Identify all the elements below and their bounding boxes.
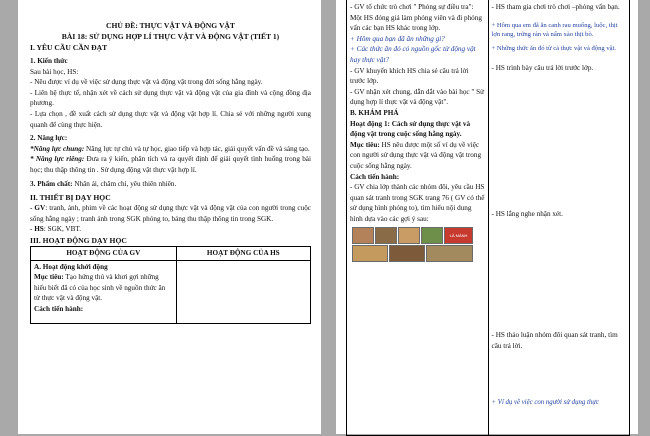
activity-a-goal-text: Tạo hứng thú và khơi gợi những hiểu biết đã có của học sinh về nguồn thức ăn từ thực vật và động vật. bbox=[34, 273, 166, 303]
table-row bbox=[31, 260, 311, 324]
activity-1-goal bbox=[350, 140, 485, 172]
activity-table bbox=[30, 246, 311, 325]
teacher-step-game: - GV tổ chức trò chơi " Phỏng sự điều tra": Một HS đóng giả làm phóng viên và đi phỏng vấn các bạn HS khác trong lớp. bbox=[350, 3, 482, 33]
subheading-knowledge: 1. Kiến thức bbox=[30, 57, 68, 65]
knowledge-intro: Sau bài học, HS: bbox=[30, 67, 79, 76]
illustration-4 bbox=[421, 227, 443, 244]
activity-table-continued bbox=[346, 0, 630, 436]
activity-1-heading: Hoạt động 1: Cách sử dụng thực vật và động vật trong cuộc sống hằng ngày. bbox=[350, 119, 471, 139]
lesson-title: BÀI 18: SỬ DỤNG HỢP LÍ THỰC VẬT VÀ ĐỘNG VẬT (TIẾT 1) bbox=[61, 32, 280, 41]
competence-general bbox=[30, 144, 311, 155]
competence-specific-label: * Năng lực riêng: bbox=[30, 155, 85, 164]
student-step-present: - HS trình bày câu trả lời trước lớp. bbox=[491, 64, 594, 73]
knowledge-item-3: - Lựa chọn , đề xuất cách sử dụng thực vật và động vật hợp lí. Chia sẻ với những người xung quanh để cùng thực hiện. bbox=[30, 109, 311, 129]
illustration-3 bbox=[398, 227, 420, 244]
quality-label: 3. Phẩm chất: bbox=[30, 179, 73, 188]
equipment-student-label: - HS bbox=[30, 225, 44, 234]
competence-specific bbox=[30, 154, 311, 175]
knowledge-item-1: - Nêu được ví dụ về việc sử dụng thực vật và động vật trong đời sống hằng ngày. bbox=[30, 78, 263, 87]
question-1: + Hôm qua bạn đã ăn những gì? bbox=[350, 34, 445, 43]
activity-1-goal-label: Mục tiêu: bbox=[350, 140, 380, 149]
equipment-student bbox=[30, 224, 311, 235]
textbook-illustrations bbox=[350, 226, 485, 262]
student-step-listen: - HS lắng nghe nhận xét. bbox=[491, 210, 563, 218]
student-answer-1: + Hôm qua em đã ăn canh rau muống, luộc, thịt lợn rang, trứng rán và nấm xào thịt bò. bbox=[491, 21, 618, 39]
topic-title: CHỦ ĐỀ: THỰC VẬT VÀ ĐỘNG VẬT bbox=[106, 21, 235, 30]
student-step-game: - HS tham gia chơi trò chơi –phỏng vấn bạn. bbox=[491, 3, 620, 11]
student-cell bbox=[488, 0, 630, 436]
teacher-step-summary: - GV nhận xét chung, dẫn dắt vào bài học " Sử dụng hợp lí thực vật và động vật". bbox=[350, 87, 485, 107]
equipment-student-text: : SGK, VBT. bbox=[43, 225, 82, 234]
document-page-right bbox=[336, 0, 638, 434]
activity-1-goal-text: HS nêu được một số ví dụ về việc con người sử dụng thực vật và động vật trong cuộc sống hằng ngày. bbox=[350, 140, 482, 170]
activity-a-goal bbox=[34, 272, 173, 304]
section-heading-equipment: II. THIẾT BỊ DẠY HỌC bbox=[30, 193, 111, 203]
teacher-cell bbox=[31, 260, 177, 324]
table-header-teacher: HOẠT ĐỘNG CỦA GV bbox=[31, 246, 177, 260]
student-cell bbox=[176, 260, 310, 324]
activity-a-method: Cách tiến hành: bbox=[34, 304, 84, 313]
teacher-cell bbox=[347, 0, 489, 436]
student-example: + Ví dụ về việc con người sử dụng thực bbox=[491, 399, 599, 406]
illustration-7 bbox=[389, 245, 425, 262]
question-2: + Các thức ăn đó có nguồn gốc từ động vật hay thực vật? bbox=[350, 45, 476, 64]
equipment-teacher-text: : tranh, ảnh, phim về các hoạt động sử dụng thực vật và động vật của con người trong cuộc sống hằng ngày ; tranh ảnh trong SGK phóng to, bảng thu thập thông tin trong SGK. bbox=[30, 204, 311, 223]
quality-text: Nhân ái, chăm chỉ, yêu thiên nhiên. bbox=[72, 179, 177, 188]
section-heading-requirements: I. YÊU CẦU CẦN ĐẠT bbox=[30, 43, 108, 52]
table-header-row bbox=[31, 246, 311, 260]
competence-general-text: Năng lực tự chủ và tự học, giao tiếp và hợp tác, giải quyết vấn đề và sáng tạo. bbox=[84, 144, 310, 153]
table-row bbox=[347, 0, 630, 436]
quality-line bbox=[30, 179, 311, 190]
section-heading-activities: III. HOẠT ĐỘNG DẠY HỌC bbox=[30, 235, 127, 245]
subheading-competence: 2. Năng lực: bbox=[30, 134, 68, 143]
illustration-1 bbox=[352, 227, 374, 244]
knowledge-item-2: - Liên hệ thực tế, nhận xét về cách sử dụng thực vật và động vật của gia đình và cộng đồng địa phương. bbox=[30, 88, 311, 108]
student-step-discuss: - HS thảo luận nhóm đôi quan sát tranh, tìm câu trả lời. bbox=[491, 331, 618, 350]
activity-1-method: Cách tiến hành: bbox=[350, 172, 400, 181]
activity-a-goal-label: Mục tiêu: bbox=[34, 273, 64, 282]
section-explore: B. KHÁM PHÁ bbox=[350, 108, 399, 117]
table-header-student: HOẠT ĐỘNG CỦA HS bbox=[176, 246, 310, 260]
activity-a-heading: A. Hoạt động khởi động bbox=[34, 262, 108, 271]
competence-specific-text: Đưa ra ý kiến, phân tích và ra quyết định để giải quyết tình huống trong bài học; thu thập thông tin . Sử dụng động vật thực vật hợp lí. bbox=[30, 155, 311, 174]
equipment-teacher-label: - GV bbox=[30, 204, 46, 213]
student-answer-2: + Những thức ăn đó từ cả thực vật và động vật. bbox=[491, 44, 617, 52]
competence-general-label: *Năng lực chung: bbox=[30, 144, 85, 153]
document-page-left bbox=[18, 0, 321, 434]
illustration-6 bbox=[352, 245, 388, 262]
teacher-step-pairs: - GV chia lớp thành các nhóm đôi, yêu cầu HS quan sát tranh trong SGK trang 76 ( GV có thể sử dụng hình phóng to), tìm hiểu nội dung hình dựa vào các gợi ý sau: bbox=[350, 183, 485, 223]
equipment-teacher bbox=[30, 203, 311, 224]
illustration-2 bbox=[375, 227, 397, 244]
teacher-step-share: - GV khuyến khích HS chia sẻ câu trả lời trước lớp. bbox=[350, 66, 469, 86]
illustration-5: LÀ MÀNH bbox=[444, 227, 473, 244]
illustration-8 bbox=[426, 245, 473, 262]
